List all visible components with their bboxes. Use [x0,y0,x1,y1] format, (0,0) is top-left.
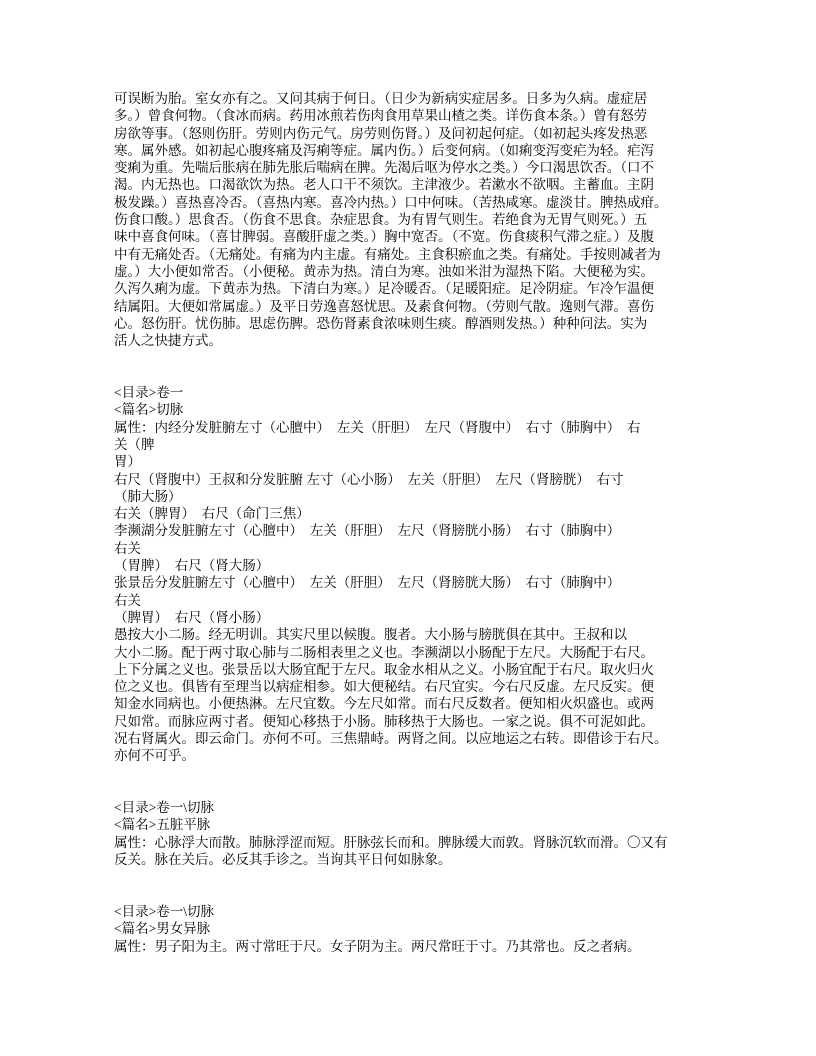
text-line: <目录>卷一\切脉 [114,800,214,816]
text-line: 心。怒伤肝。忧伤肺。思虑伤脾。恐伤肾素食浓味则生痰。醇酒则发热。）种种问法。实为 [114,315,648,331]
text-line: 知金水同病也。小便热淋。左尺宜数。今左尺如常。而右尺反数者。便知相火炽盛也。或两 [114,696,654,712]
text-line: 位之义也。俱皆有至理当以病症相参。如大便秘结。右尺宜实。今右尺反虚。左尺反实。便 [114,679,654,695]
text-line [114,886,714,903]
text-line: 中有无痛处否。（无痛处。有痛为内主虚。有痛处。主食积瘀血之类。有痛处。手按则减者为 [114,246,661,262]
text-line [114,349,714,366]
text-line: <篇名>五脏平脉 [114,817,211,833]
text-line: 反关。脉在关后。必反其手诊之。当询其平日何如脉象。 [114,852,452,868]
text-line: 亦何不可乎。 [114,748,195,764]
text-line: 上下分属之义也。张景岳以大肠宜配于左尺。取金水相从之义。小肠宜配于右尺。取火归火 [114,661,654,677]
text-line: 大小二肠。配于两寸取心肺与二肠相表里之义也。李濒湖以小肠配于左尺。大肠配于右尺。 [114,644,654,660]
text-line: （肺大肠） [114,488,182,504]
text-line: <目录>卷一 [114,385,184,401]
text-line: 况右肾属火。即云命门。亦何不可。三焦鼎峙。两肾之间。以应地运之右转。即借诊于右尺。 [114,730,668,746]
text-line: 右关（脾胃） 右尺（命门三焦） [114,506,310,522]
text-line: 属性：心脉浮大而散。肺脉浮涩而短。肝脉弦长而和。脾脉缓大而敦。肾脉沉软而滑。〇又有 [114,834,668,850]
text-line: （脾胃） 右尺（肾小肠） [114,609,270,625]
text-line: 属性：内经分发脏腑左寸（心膻中） 左关（肝胆） 左尺（肾腹中） 右寸（肺胸中） 右 [114,419,641,435]
text-line: 多。）曾食何物。（食冰而病。药用冰煎若伤肉食用草果山楂之类。详伤食本条。）曾有怒劳 [114,108,648,124]
text-line: 属性：男子阳为主。两寸常旺于尺。女子阴为主。两尺常旺于寸。乃其常也。反之者病。 [114,938,641,954]
text-line: 结属阳。大便如常属虚。）及平日劳逸喜怒忧思。及素食何物。（劳则气散。逸则气滞。喜伤 [114,298,654,314]
text-line: 变痢为重。先喘后胀病在肺先胀后喘病在脾。先渴后呕为停水之类。）今口渴思饮否。（口不 [114,160,654,176]
text-line: 尺如常。而脉应两寸者。便知心移热于小肠。肺移热于大肠也。一家之说。俱不可泥如此。 [114,713,654,729]
text-line: 味中喜食何味。（喜甘脾弱。喜酸肝虚之类。）胸中宽否。（不宽。伤食痰积气滞之症。）及腹 [114,229,654,245]
text-line: <篇名>切脉 [114,402,184,418]
text-line: 张景岳分发脏腑左寸（心膻中） 左关（肝胆） 左尺（肾膀胱大肠） 右寸（肺胸中） [114,575,621,591]
text-block [114,90,714,955]
text-line: 房欲等事。（怒则伤肝。劳则内伤元气。房劳则伤肾。）及问初起何症。（如初起头疼发热恶 [114,125,648,141]
text-line: 可误断为胎。室女亦有之。又问其病于何日。（日少为新病实症居多。日多为久病。虚症居 [114,91,648,106]
text-line: （胃脾） 右尺（肾大肠） [114,558,270,574]
text-line: 虚。）大小便如常否。（小便秘。黄赤为热。清白为寒。浊如米泔为湿热下陷。大便秘为实。 [114,263,654,279]
text-line: <目录>卷一\切脉 [114,903,214,919]
text-line: 关（脾 [114,436,155,452]
text-line [114,765,714,782]
text-line: 右尺（肾腹中）王叔和分发脏腑 左寸（心小肠） 左关（肝胆） 左尺（肾膀胱） 右寸 [114,471,624,487]
text-line: 寒。属外感。如初起心腹疼痛及泻痢等症。属内伤。）后变何病。（如痢变泻变疟为轻。疟泻 [114,142,654,158]
text-line: 极发躁。）喜热喜冷否。（喜热内寒。喜冷内热。）口中何味。（苦热咸寒。虚淡甘。脾热成疳。 [114,194,668,210]
text-line: <篇名>男女异脉 [114,921,211,937]
text-line [114,367,714,384]
text-line: 愚按大小二肠。经无明训。其实尺里以候腹。腹者。大小肠与膀胱俱在其中。王叔和以 [114,627,627,643]
text-line [114,868,714,885]
text-line: 久泻久痢为虚。下黄赤为热。下清白为寒。）足冷暖否。（足暖阳症。足冷阴症。乍冷乍温便 [114,281,654,297]
text-line: 李濒湖分发脏腑左寸（心膻中） 左关（肝胆） 左尺（肾膀胱小肠） 右寸（肺胸中） [114,523,621,539]
text-line: 活人之快捷方式。 [114,333,222,349]
text-line: 伤食口酸。）思食否。（伤食不思食。杂症思食。为有胃气则生。若绝食为无胃气则死。）五 [114,212,648,228]
text-line: 右关 [114,592,141,608]
text-line [114,782,714,799]
text-line: 渴。内无热也。口渴欲饮为热。老人口干不须饮。主津液少。若漱水不欲咽。主蓄血。主阴 [114,177,654,193]
text-line: 右关 [114,540,141,556]
text-line: 胃） [114,454,141,470]
